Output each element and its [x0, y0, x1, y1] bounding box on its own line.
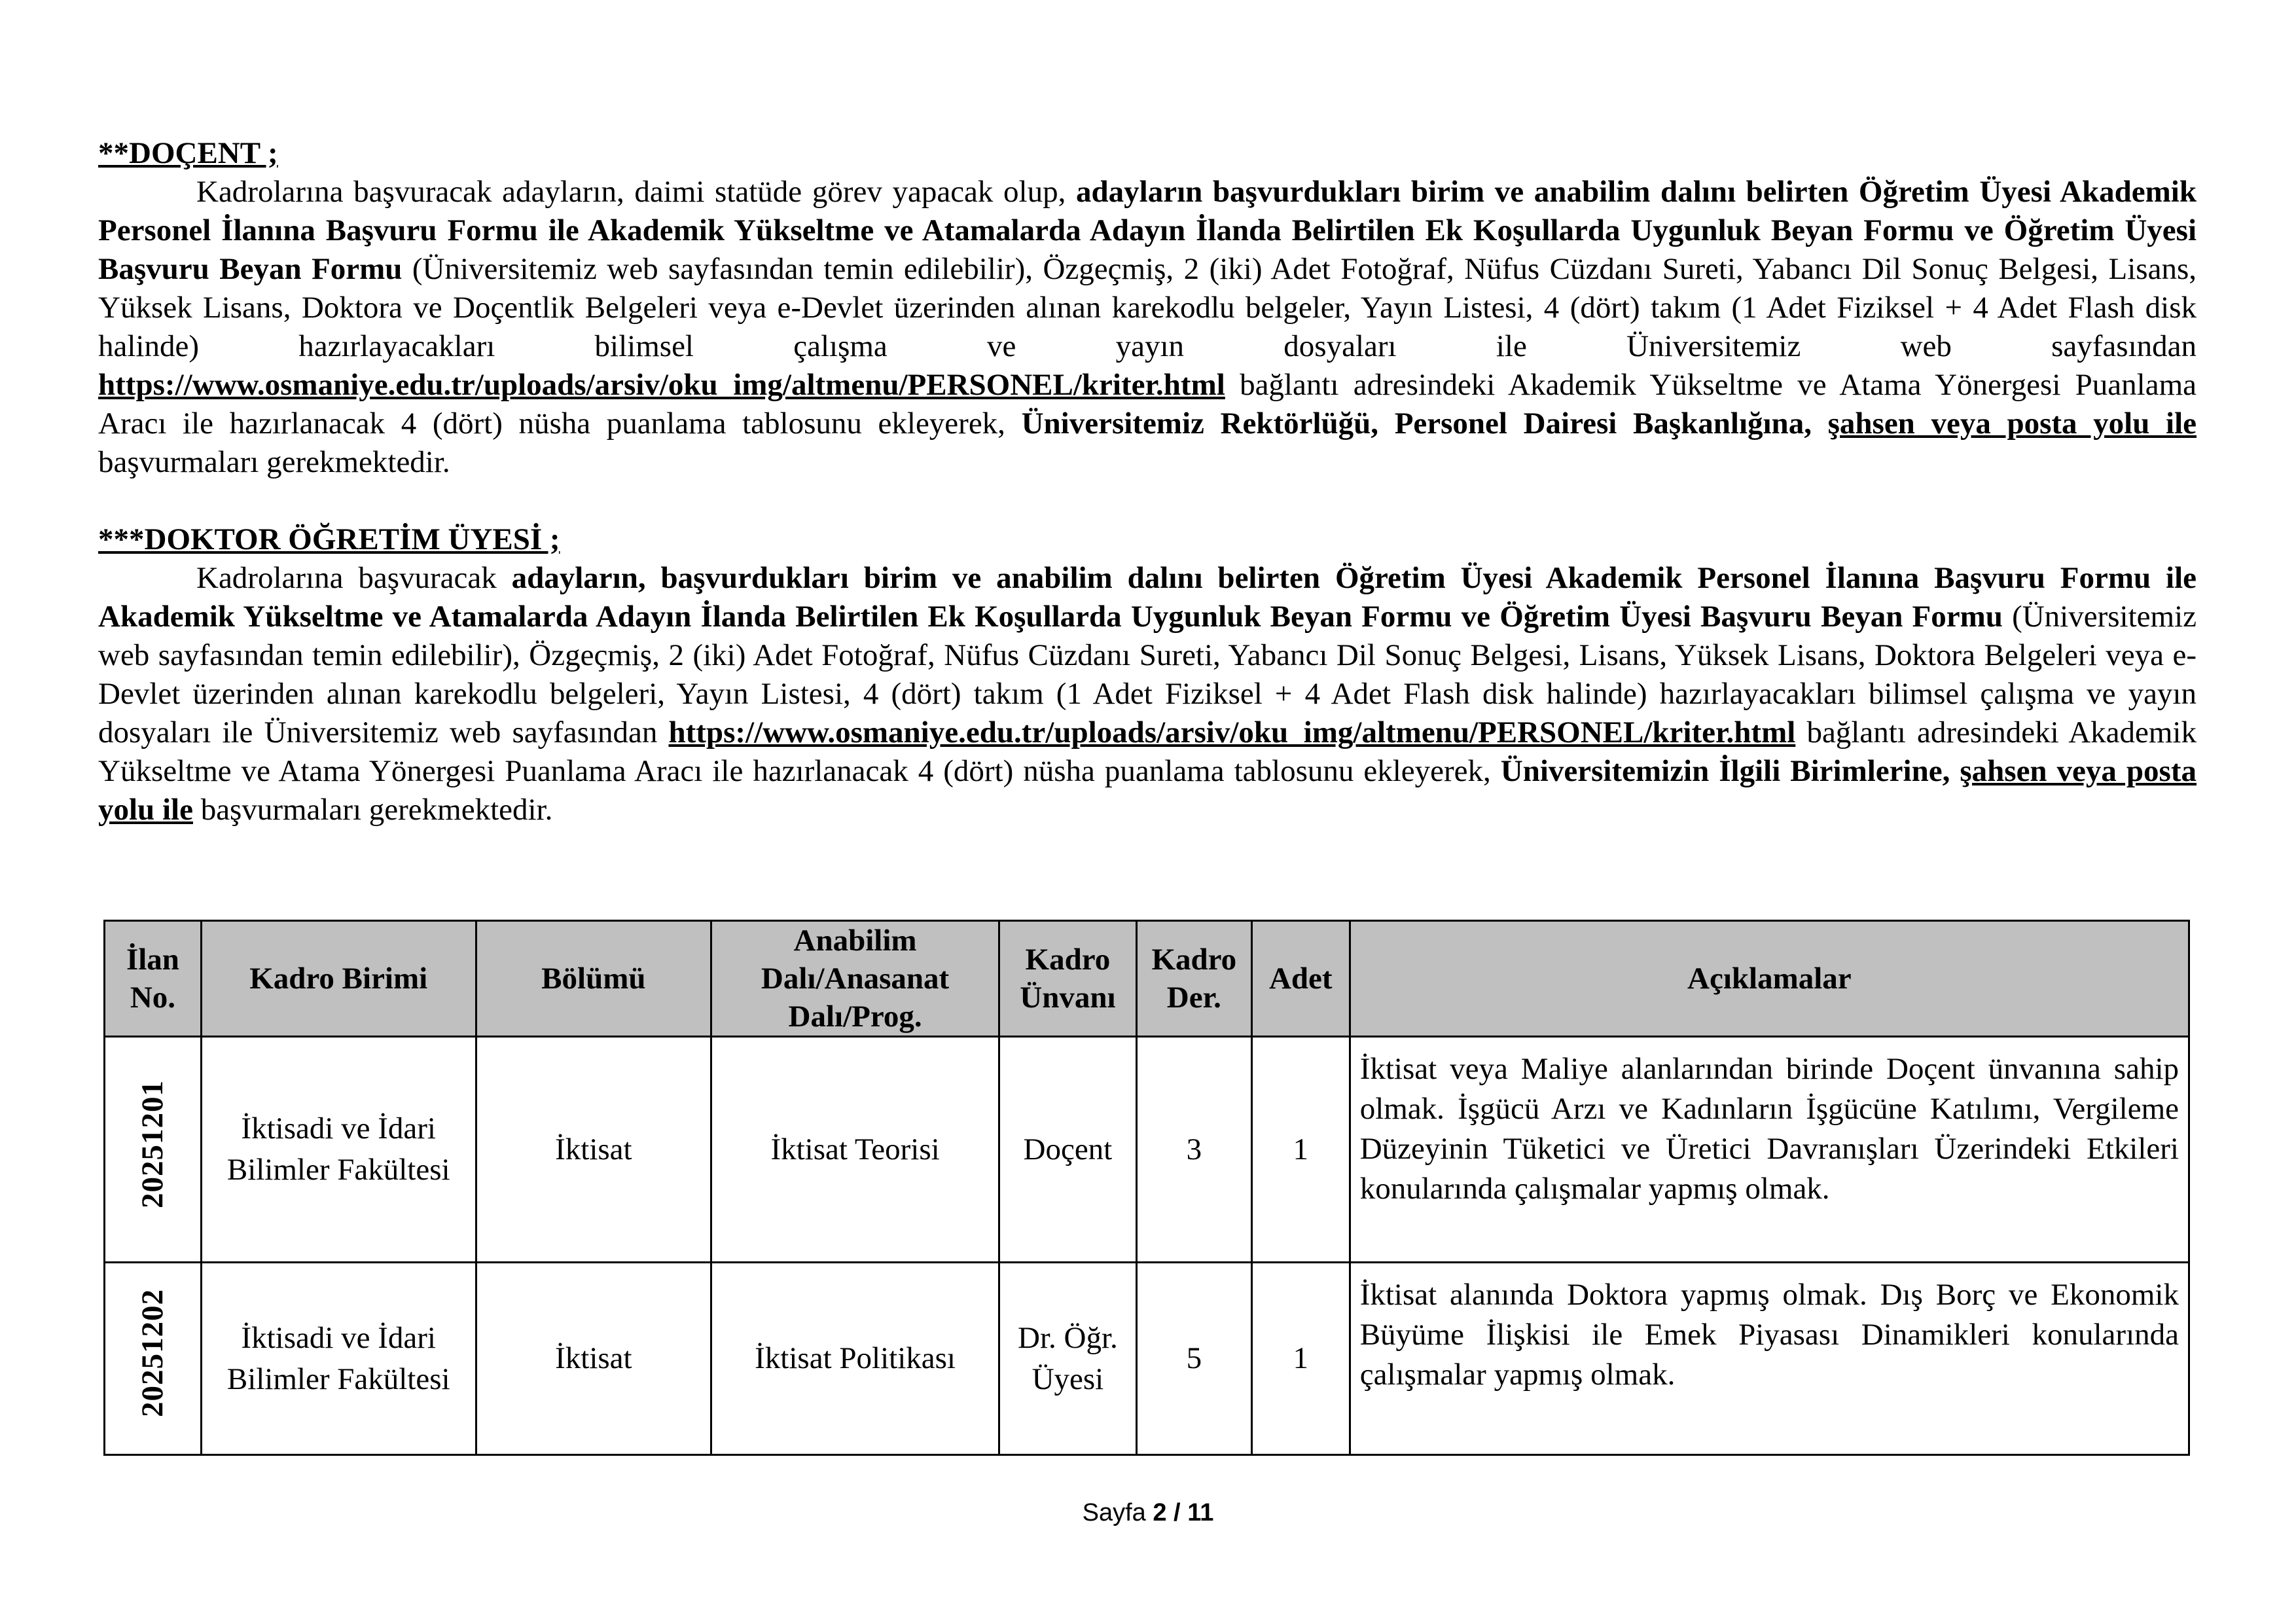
doktor-delivery-text: şahsen veya posta yolu ile: [98, 754, 2197, 827]
table-header-row: [105, 921, 2189, 1037]
header-kadro-birimi: Kadro Birimi: [201, 921, 476, 1037]
table-row: [105, 1263, 2189, 1455]
cell-ilan-no: [105, 1263, 202, 1455]
docent-criteria-link[interactable]: https://www.osmaniye.edu.tr/uploads/arsiv/oku_img/altmenu/PERSONEL/kriter.html: [98, 368, 1225, 402]
header-ilan-no: İlan No.: [105, 921, 202, 1037]
cell-birim: İktisadi ve İdari Bilimler Fakültesi: [201, 1263, 476, 1455]
page-footer: [0, 1499, 2296, 1527]
docent-office-text: Üniversitemiz Rektörlüğü, Personel Dairesi Başkanlığına,: [1021, 406, 1828, 441]
docent-text-3: (Üniversitemiz web sayfasından temin edilebilir), Özgeçmiş, 2 (iki) Adet Fotoğraf, Nüfus Cüzdanı Sureti, Yabancı Dil Sonuç Belgesi, Lisans, Yüksek Lisans, Doktora ve Doçentlik Belgeleri veya e-Devlet üzerinden alınan karekodlu belgeler, Yayın Listesi, 4 (dört) takım (1 Adet Fiziksel + 4 Adet Flash disk halinde) hazırlayacakları bilimsel çalışma ve yayın dosyaları ile Üniversitemiz web sayfasından: [98, 252, 2197, 363]
doktor-criteria-link[interactable]: https://www.osmaniye.edu.tr/uploads/arsiv/oku_img/altmenu/PERSONEL/kriter.html: [668, 715, 1796, 749]
cell-aciklama: İktisat veya Maliye alanlarından birinde Doçent ünvanına sahip olmak. İşgücü Arzı ve Kadınların İşgücüne Katılımı, Vergileme Düzeyinin Tüketici ve Üretici Davranışları Üzerindeki Etkileri konularında çalışmalar yapmış olmak.: [1350, 1037, 2189, 1263]
header-kadro-derece: Kadro Der.: [1136, 921, 1251, 1037]
header-adet: Adet: [1251, 921, 1350, 1037]
page-separator: /: [1166, 1499, 1188, 1526]
cell-derece: 3: [1136, 1037, 1251, 1263]
page-total: 11: [1187, 1499, 1214, 1526]
docent-heading: **DOÇENT ;: [98, 136, 278, 170]
ilan-no-text: 20251202: [135, 1289, 170, 1417]
cell-birim: İktisadi ve İdari Bilimler Fakültesi: [201, 1037, 476, 1263]
cell-adet: 1: [1251, 1037, 1350, 1263]
positions-table: [103, 920, 2190, 1456]
cell-anabilim: İktisat Teorisi: [711, 1037, 999, 1263]
cell-unvan: Dr. Öğr. Üyesi: [999, 1263, 1136, 1455]
docent-forms-text: adayların başvurdukları birim ve anabilim dalını belirten Öğretim Üyesi Akademik Personel İlanına Başvuru Formu ile Akademik Yükseltme ve Atamalarda Adayın İlanda Belirtilen Ek Koşullarda Uygunluk Beyan Formu ve Öğretim Üyesi Başvuru Beyan Formu: [98, 175, 2197, 286]
page-label: Sayfa: [1082, 1499, 1153, 1526]
doktor-text-1: Kadrolarına başvuracak: [196, 561, 512, 595]
cell-ilan-no: [105, 1037, 202, 1263]
cell-unvan: Doçent: [999, 1037, 1136, 1263]
table-row: [105, 1037, 2189, 1263]
docent-text-4: bağlantı adresindeki Akademik Yükseltme ve Atama Yönergesi Puanlama Aracı ile hazırlanacak 4 (dört) nüsha puanlama tablosunu ekleyerek,: [98, 368, 2197, 441]
cell-aciklama: İktisat alanında Doktora yapmış olmak. Dış Borç ve Ekonomik Büyüme İlişkisi ile Emek Piyasası Dinamikleri konularında çalışmalar yapmış olmak.: [1350, 1263, 2189, 1455]
ilan-no-text: 20251201: [135, 1079, 170, 1208]
docent-paragraph: [98, 173, 2197, 482]
cell-bolum: İktisat: [476, 1037, 711, 1263]
cell-adet: 1: [1251, 1263, 1350, 1455]
cell-anabilim: İktisat Politikası: [711, 1263, 999, 1455]
doktor-forms-text: adayların, başvurdukları birim ve anabilim dalını belirten Öğretim Üyesi Akademik Personel İlanına Başvuru Formu ile Akademik Yükseltme ve Atamalarda Adayın İlanda Belirtilen Ek Koşullarda Uygunluk Beyan Formu ve Öğretim Üyesi Başvuru Beyan Formu: [98, 561, 2197, 634]
cell-bolum: İktisat: [476, 1263, 711, 1455]
doktor-text-3: (Üniversitemiz web sayfasından temin edilebilir), Özgeçmiş, 2 (iki) Adet Fotoğraf, Nüfus Cüzdanı Sureti, Yabancı Dil Sonuç Belgesi, Lisans, Yüksek Lisans, Doktora Belgeleri veya e-Devlet üzerinden alınan karekodlu belgeleri, Yayın Listesi, 4 (dört) takım (1 Adet Fiziksel + 4 Adet Flash disk halinde) hazırlayacakları bilimsel çalışma ve yayın dosyaları ile Üniversitemiz web sayfasından: [98, 600, 2197, 749]
docent-delivery-text: şahsen veya posta yolu ile: [1827, 406, 2197, 441]
document-body: [98, 134, 2197, 829]
doktor-text-7: başvurmaları gerekmektedir.: [192, 793, 553, 827]
doktor-heading: ***DOKTOR ÖĞRETİM ÜYESİ ;: [98, 522, 560, 556]
docent-text-1: Kadrolarına başvuracak adayların, daimi statüde görev yapacak olup,: [196, 175, 1077, 209]
header-aciklamalar: Açıklamalar: [1350, 921, 2189, 1037]
page-current: 2: [1153, 1499, 1167, 1526]
header-bolumu: Bölümü: [476, 921, 711, 1037]
docent-text-7: başvurmaları gerekmektedir.: [98, 445, 450, 479]
doktor-paragraph: [98, 559, 2197, 829]
header-kadro-unvani: Kadro Ünvanı: [999, 921, 1136, 1037]
doktor-office-text: Üniversitemizin İlgili Birimlerine,: [1500, 754, 1960, 788]
doktor-text-4: bağlantı adresindeki Akademik Yükseltme ve Atama Yönergesi Puanlama Aracı ile hazırlanacak 4 (dört) nüsha puanlama tablosunu ekleyerek,: [98, 715, 2197, 788]
cell-derece: 5: [1136, 1263, 1251, 1455]
header-anabilim: Anabilim Dalı/Anasanat Dalı/Prog.: [711, 921, 999, 1037]
